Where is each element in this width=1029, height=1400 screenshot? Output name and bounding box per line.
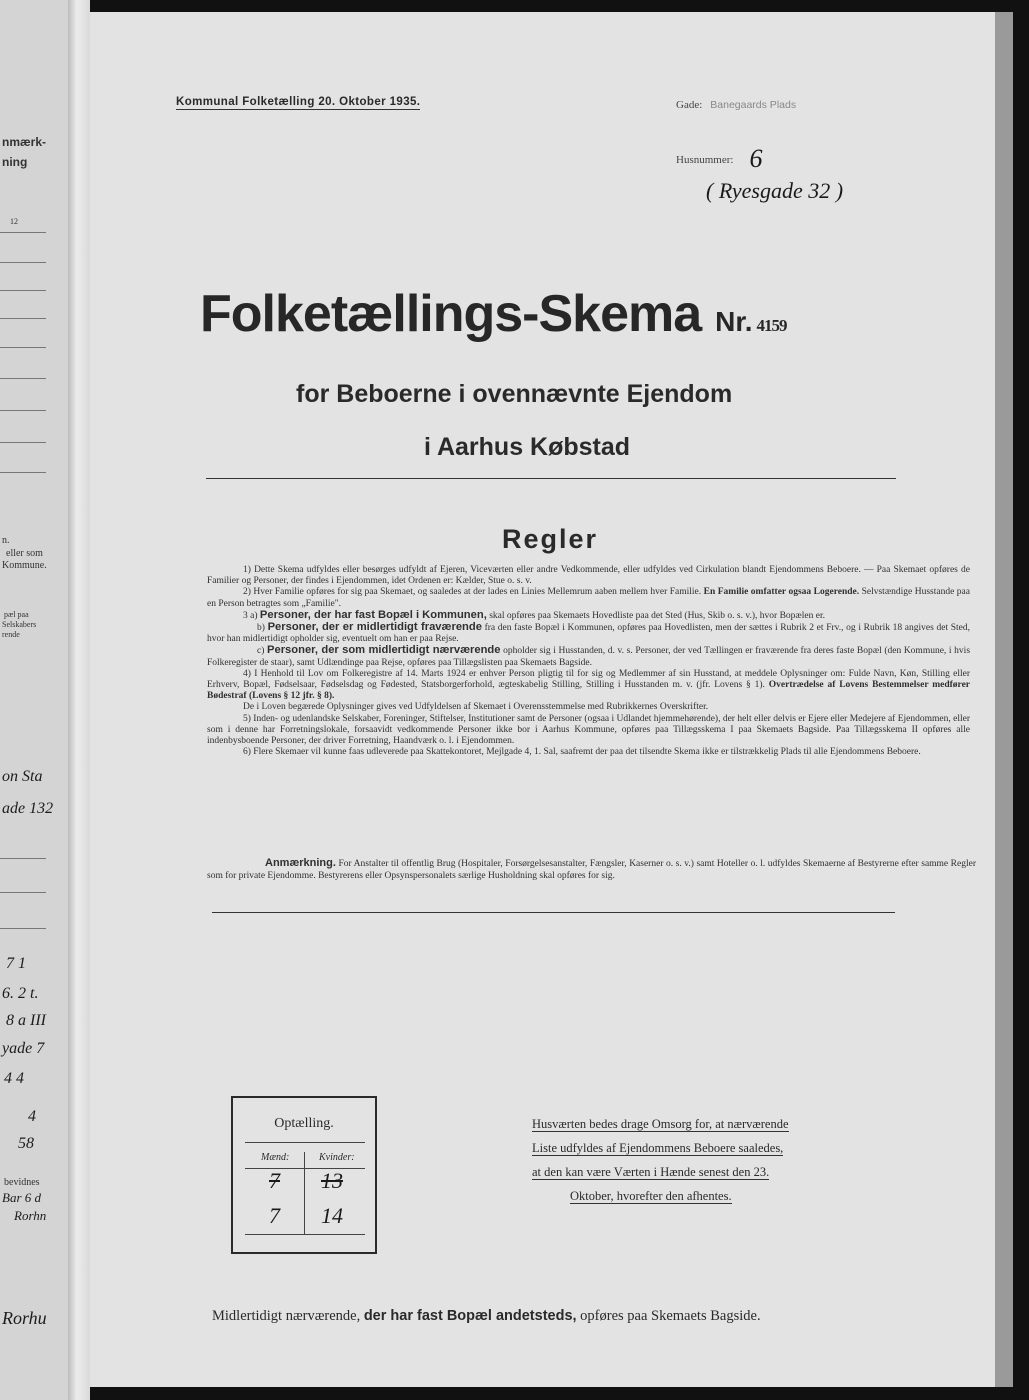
count-women-header: Kvinder: [319,1152,355,1163]
house-number-label: Husnummer: [676,154,734,166]
left-handwriting: 8 a III [6,1012,46,1029]
rule-number: 3 a) [243,610,258,621]
left-rule [0,318,46,319]
count-box-line [245,1168,365,1169]
form-subtitle: for Beboerne i ovennævnte Ejendom [296,380,733,408]
left-rule [0,472,46,473]
left-rule [0,232,46,233]
census-header-title: Kommunal Folketælling 20. Oktober 1935. [176,96,421,108]
left-handwriting: 58 [18,1135,34,1152]
rule-text: 4) I Henhold til Lov om Folkeregistre af 14. Marts 1924 er enhver Person pligtig til for sig og Medlemmer af sin Husstand, at meddele Oplysninger om: Fulde Navn, Køn, Stilling eller Erhverv, Bopæl, Fødselsaar, Fødselsdag og Fødested, Statsborgerforhold, ægteskabelig Stilling, Stilling i Husstanden m. v. (jfr. Lovens § 1). [207,668,970,691]
rule-number: c) [257,646,265,657]
left-fragment: Selskabers [2,620,37,629]
count-box [231,1096,377,1254]
divider [206,478,896,479]
count-box-divider [304,1152,305,1234]
street-label: Gade: [676,99,703,111]
left-handwriting: on Sta [2,768,43,785]
count-men-original: 7 [269,1168,280,1193]
left-fragment: pæl paa [4,610,29,619]
rule-number: b) [257,623,265,634]
rule-text: skal opføres paa Skemaets Hovedliste paa det Sted (Hus, Skib o. s. v.), hvor Bopælen er. [489,610,825,621]
rule-paragraph [207,622,970,645]
footer-text-bold: der har fast Bopæl andetsteds, [363,1308,577,1324]
form-subtitle-city: i Aarhus Købstad [424,433,631,461]
rule-text: 2) Hver Familie opføres for sig paa Skemaet, og saaledes at der lades en Linies Mellemrum aaben mellem hver Familie. [243,587,702,598]
footer-instruction [212,1308,761,1325]
rule-heading: Personer, der er midlertidigt fraværende [267,621,482,634]
notice-text: at den kan være Værten i Hænde senest den 23. [532,1165,770,1179]
rule-paragraph: 1) Dette Skema udfyldes eller besørges udfyldt af Ejeren, Viceværten eller andre Vedkommende, eller udfyldes ved Cirkulation blandt Ejendommens Beboere. — Paa Skemaet opføres de Familier og Personer, der findes i Ejendommen, idet Ordenen er: Kælder, Stue o. s. v. [207,565,970,587]
notice-line [532,1136,872,1160]
footer-text: Midlertidigt nærværende, [212,1308,361,1324]
left-rule [0,928,46,929]
rule-paragraph: 5) Inden- og udenlandske Selskaber, Foreninger, Stiftelser, Institutioner samt de Personer (ogsaa i Udlandet hjemmehørende), der helt eller delvis er Ejere eller Medejere af Ejendommen, eller som i denne har Forretningslokale, forsaavidt vedkommende Personer ikke bor i Aarhus Kommune, opføres paa Tillægsskema I paa Skemaets Bagside. Paa Tillægsskema II opføres alle indenbysboende Personer, der driver Forretning, Haandværk o. l. i Ejendommen. [207,713,970,747]
footer-text: opføres paa Skemaets Bagside. [580,1308,761,1324]
left-rule [0,410,46,411]
rule-heading: Personer, der som midlertidigt nærværende [267,644,501,657]
street-value: Banegaards Plads [710,99,797,111]
left-handwriting: Bar 6 d [2,1190,41,1205]
rule-text: Selvstændige Husstande paa en Person betragtes som „Familie". [207,587,970,609]
street-line [676,95,796,113]
left-fragment: rende [2,630,20,639]
notice-text: Husværten bedes drage Omsorg for, at nærværende [532,1117,789,1131]
left-handwriting: 4 4 [4,1070,24,1087]
left-rule [0,290,46,291]
previous-page-fragment [0,0,68,1400]
book-binding [68,0,90,1400]
rules-text [207,565,970,758]
left-handwriting: Rorhu [2,1308,47,1328]
left-rule [0,347,46,348]
left-rule [0,858,46,859]
house-number-value: 6 [749,144,763,173]
left-fragment: Kommune. [2,560,47,571]
count-box-line [245,1142,365,1143]
left-rule [0,378,46,379]
left-handwriting: Rorhn [14,1208,47,1223]
form-title-main: Folketællings-Skema [200,285,702,343]
rule-paragraph: 6) Flere Skemaer vil kunne faas udleverede paa Skattekontoret, Mejlgade 4, 1. Sal, saafremt der paa det tilsendte Skema ikke er tilstrækkelig Plads til alle Ejendommens Beboere. [243,747,921,758]
form-number-value: 4159 [756,316,787,335]
remark-text: For Anstalter til offentlig Brug (Hospitaler, Forsørgelsesanstalter, Fængsler, Kaserner o. s. v.) samt Hoteller o. l. udfyldes Skemaerne af Bestyrerne efter samme Regler som for private Ejendomme. Bestyrerens eller Opsynspersonalets særlige Husholdning skal opføres for sig. [207,859,977,881]
count-men-header: Mænd: [261,1152,290,1163]
notice-text: Oktober, hvorefter den afhentes. [570,1189,732,1203]
rules-heading: Regler [502,524,599,554]
census-form-sheet [90,12,995,1387]
left-fragment: bevidnes [4,1177,40,1188]
rule-paragraph [207,669,970,703]
rule-text: opholder sig i Husstanden, d. v. s. Personer, der ved Tællingen er fraværende fra deres faste Bopæl (den Kommune, i hvis Folkeregister de staar), samt Udlændinge paa Rejse, opføres paa Tillægslisten paa Skemaets Bagside. [207,646,971,668]
rule-paragraph [207,587,970,609]
count-box-title: Optælling. [274,1116,334,1131]
left-rule [0,442,46,443]
count-box-line [245,1234,365,1235]
notice-line [532,1112,872,1136]
notice-line [532,1160,872,1184]
divider [212,912,895,913]
remark-note [207,858,976,882]
form-number-label: Nr. [715,306,753,337]
count-women-original: 13 [321,1168,343,1193]
left-handwriting: 4 [28,1108,36,1125]
rule-text: fra den faste Bopæl i Kommunen, opføres paa Hovedlisten, men der sættes i Rubrik 2 et Frv., og i Rubrik 18 angives det Sted, hvor han midlertidigt opholder sig, eventuelt om han er paa Rejse. [207,623,970,645]
remark-heading: Anmærkning. [265,857,336,869]
alternate-address: ( Ryesgade 32 ) [706,178,844,203]
landlord-notice [532,1112,872,1208]
left-handwriting: 7 1 [6,955,26,972]
rule-paragraph: De i Loven begærede Oplysninger gives ved Udfyldelsen af Skemaet i Overensstemmelse med Rubrikkernes Overskrifter. [243,702,709,713]
left-rule [0,892,46,893]
house-number-line [676,140,763,173]
left-handwriting: ade 132 [2,800,54,817]
left-handwriting: 6. 2 t. [2,985,39,1002]
left-handwriting: yade 7 [2,1040,45,1057]
left-rule [0,262,46,263]
left-fragment: eller som [6,548,43,559]
rule-paragraph [207,645,970,668]
left-fragment: nmærk- [2,135,47,149]
count-men-corrected: 7 [269,1203,280,1228]
notice-line [532,1184,872,1208]
left-fragment: n. [2,535,10,546]
left-fragment: ning [2,155,28,169]
rule-text-bold: Overtrædelse af Lovens Bestemmelser medfører Bødestraf (Lovens § 12 jfr. § 8). [207,680,971,702]
rule-heading: Personer, der har fast Bopæl i Kommunen, [259,608,487,621]
left-fragment: 12 [10,217,18,226]
page-edge [995,12,1013,1387]
form-title [200,284,787,344]
count-women-corrected: 14 [321,1203,343,1228]
rule-text-bold: En Familie omfatter ogsaa Logerende. [703,587,860,598]
notice-text: Liste udfyldes af Ejendommens Beboere saaledes, [532,1141,784,1155]
